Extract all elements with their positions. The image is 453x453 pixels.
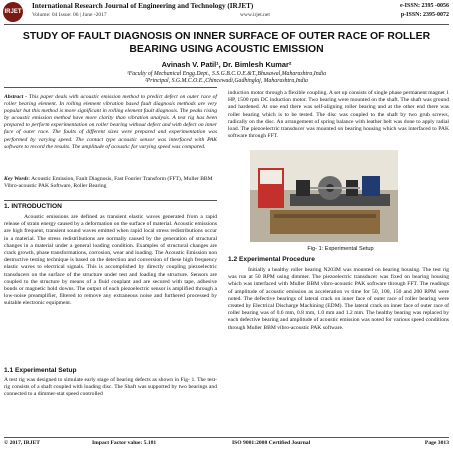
journal-header [0,0,453,24]
eissn: e-ISSN: 2395 -0056 [400,3,449,9]
section-1-2-heading: 1.2 Experimental Procedure [228,256,315,263]
footer-copyright: © 2017, IRJET [4,440,41,446]
abstract-text: - This paper deals with acoustic emission method to predict defect on outer race of roller bearing element. In rolling element vibration based fault diagnosis methods are very popular but this method is more significant in rolling element fault diagnosis. The peaks rising by acoustic emission method have more clarity than vibration analysis. A test rig has been prepared to perform experimentation on roller bearing without defect and with defect on inner face of outer race. The faults of different sizes were prepared and experimentation was performed by varying speed. The contact type acoustic sensor was interfaced with PAK software to record the results. The amplitude of acoustic for varying speed was compared. [4,94,217,150]
footer-rule [4,437,449,438]
issn-block [400,2,449,20]
affiliation-2: ²Principal, S.G.M.C.O.E.,Chincewadi,Gadhinglaj, Maharashtra,India [145,78,308,84]
volume-issue: Volume: 04 Issue: 06 | June -2017 [32,12,107,18]
journal-website[interactable]: www.irjet.net [240,12,270,18]
section-1-2-text: Initially a healthy roller bearing N203M was mounted on bearing housing. The test rig was run at 50 RPM using dimmer. The piezoelectric transducer was fixed on bearing housing which was interfaced with Muller BBM vibro-acoustic PAK software through FFT. The readings of amplitude of acoustic emission as acceleration vs time for 50, 100, 150 and 200 RPM were noted. The defective bearings of lateral crack on inner face of outer race of roller bearing were created by Electrical Discharge Machining (EDM). The lateral crack on inner face of outer race of roller bearing was of 0.6 mm, 0.8 mm, 1.0 mm and 1.2 mm. The healthy bearing was replaced by each defective bearing and amplitude of acoustic emission was noted for various speed conditions through Muller BBM vibro-acoustic PAK software. [228,267,449,331]
affiliation-1: ¹Faculty of Mechanical Engg.Dept., S.S.G.B.C.O.E.&T.,Bhusawal,Maharashtra,India [126,71,327,77]
setup-description-text: induction motor through a flexible coupling. A set up consists of single phase permanent magnet 1 HP, 1500 rpm DC induction motor. Two bearing were mounted on the shaft. The shaft was ground and hardened. At one end there was self-aligning roller bearing and at the other end there was roller bearing which is to be tested. The disc was coupled to the shaft by two grub screws, radically on the disc. An arrangement of spring balance with leather belt was done to apply radial load. The piezoelectric transducer was mounted on bearing housing which was interfaced to PAK software through FFT. [228,90,449,140]
experimental-setup-photo [250,150,398,242]
section-1-text: Acoustic emissions are defined as transient elastic waves generated from a rapid release of strain energy caused by a deformation on the surface of material. Acoustic emissions are high frequent, transient sound waves emitted when rapid local stress redistributions occur in a material. The stress redistributions are normally caused by the generation of structural changes in a material under a general loading condition. Examples of structural changes are crack growth, phase transformations, corrosion, wear and loading. The Acoustic Emission non destructive testing technique is based on the detection and conversion of these high frequency elastic waves to electrical signals. This is accomplished by directly coupling piezoelectric transducers on the surface of the structure under test and loading the structure. Sensors are coupled to the structure by means of a fluid couplant and are secured with tape, adhesive bonds or magnetic hold downs. The output of each piezoelectric sensor is amplified through a low-noise preamplifier, filtered to remove any extraneous noise and furthered processed by suitable electronic equipment. [4,214,217,307]
irjet-logo: IRJET [3,2,23,22]
figure-1-caption: Fig- 1: Experimental Setup [307,246,374,252]
footer-page-number: Page 3013 [424,440,449,446]
abstract-rule-top [4,87,217,88]
section-1-1-heading: 1.1 Experimental Setup [4,367,77,374]
journal-name: International Research Journal of Engineering and Technology (IRJET) [32,2,254,10]
keywords-label: Key Words [4,176,29,182]
abstract [4,94,217,151]
section-1-1-text: A test rig was designed to simulate early stage of bearing defects as shown in Fig- 1. The test-rig consists of a shaft coupled with loading disc. The Shaft was supported by two bearings and connected to a dimmer-stat speed controlled [4,377,217,398]
abstract-label: Abstract [4,94,24,100]
footer-impact-factor: Impact Factor value: 5.181 [92,440,157,446]
header-rule [4,24,449,25]
paper-authors: Avinash V. Patil¹, Dr. Bimlesh Kumar² [161,60,292,69]
paper-title: STUDY OF FAULT DIAGNOSIS ON INNER SURFACE OF OUTER RACE OF ROLLER BEARING USING ACOUSTIC EMISSION [22,31,431,55]
pissn: p-ISSN: 2395-0072 [400,12,449,18]
keywords-text: : Acoustic Emission, Fault Diagnosis, Fast Fourier Transform (FFT), Muller BBM Vibro-acoustic PAK Software, Roller Bearing [4,176,213,190]
section-1-heading: 1. INTRODUCTION [4,203,62,210]
setup-photo-illustration [250,150,398,242]
abstract-rule-bottom [4,200,217,201]
footer-iso: ISO 9001:2008 Certified Journal [232,440,311,446]
keywords [4,176,217,190]
